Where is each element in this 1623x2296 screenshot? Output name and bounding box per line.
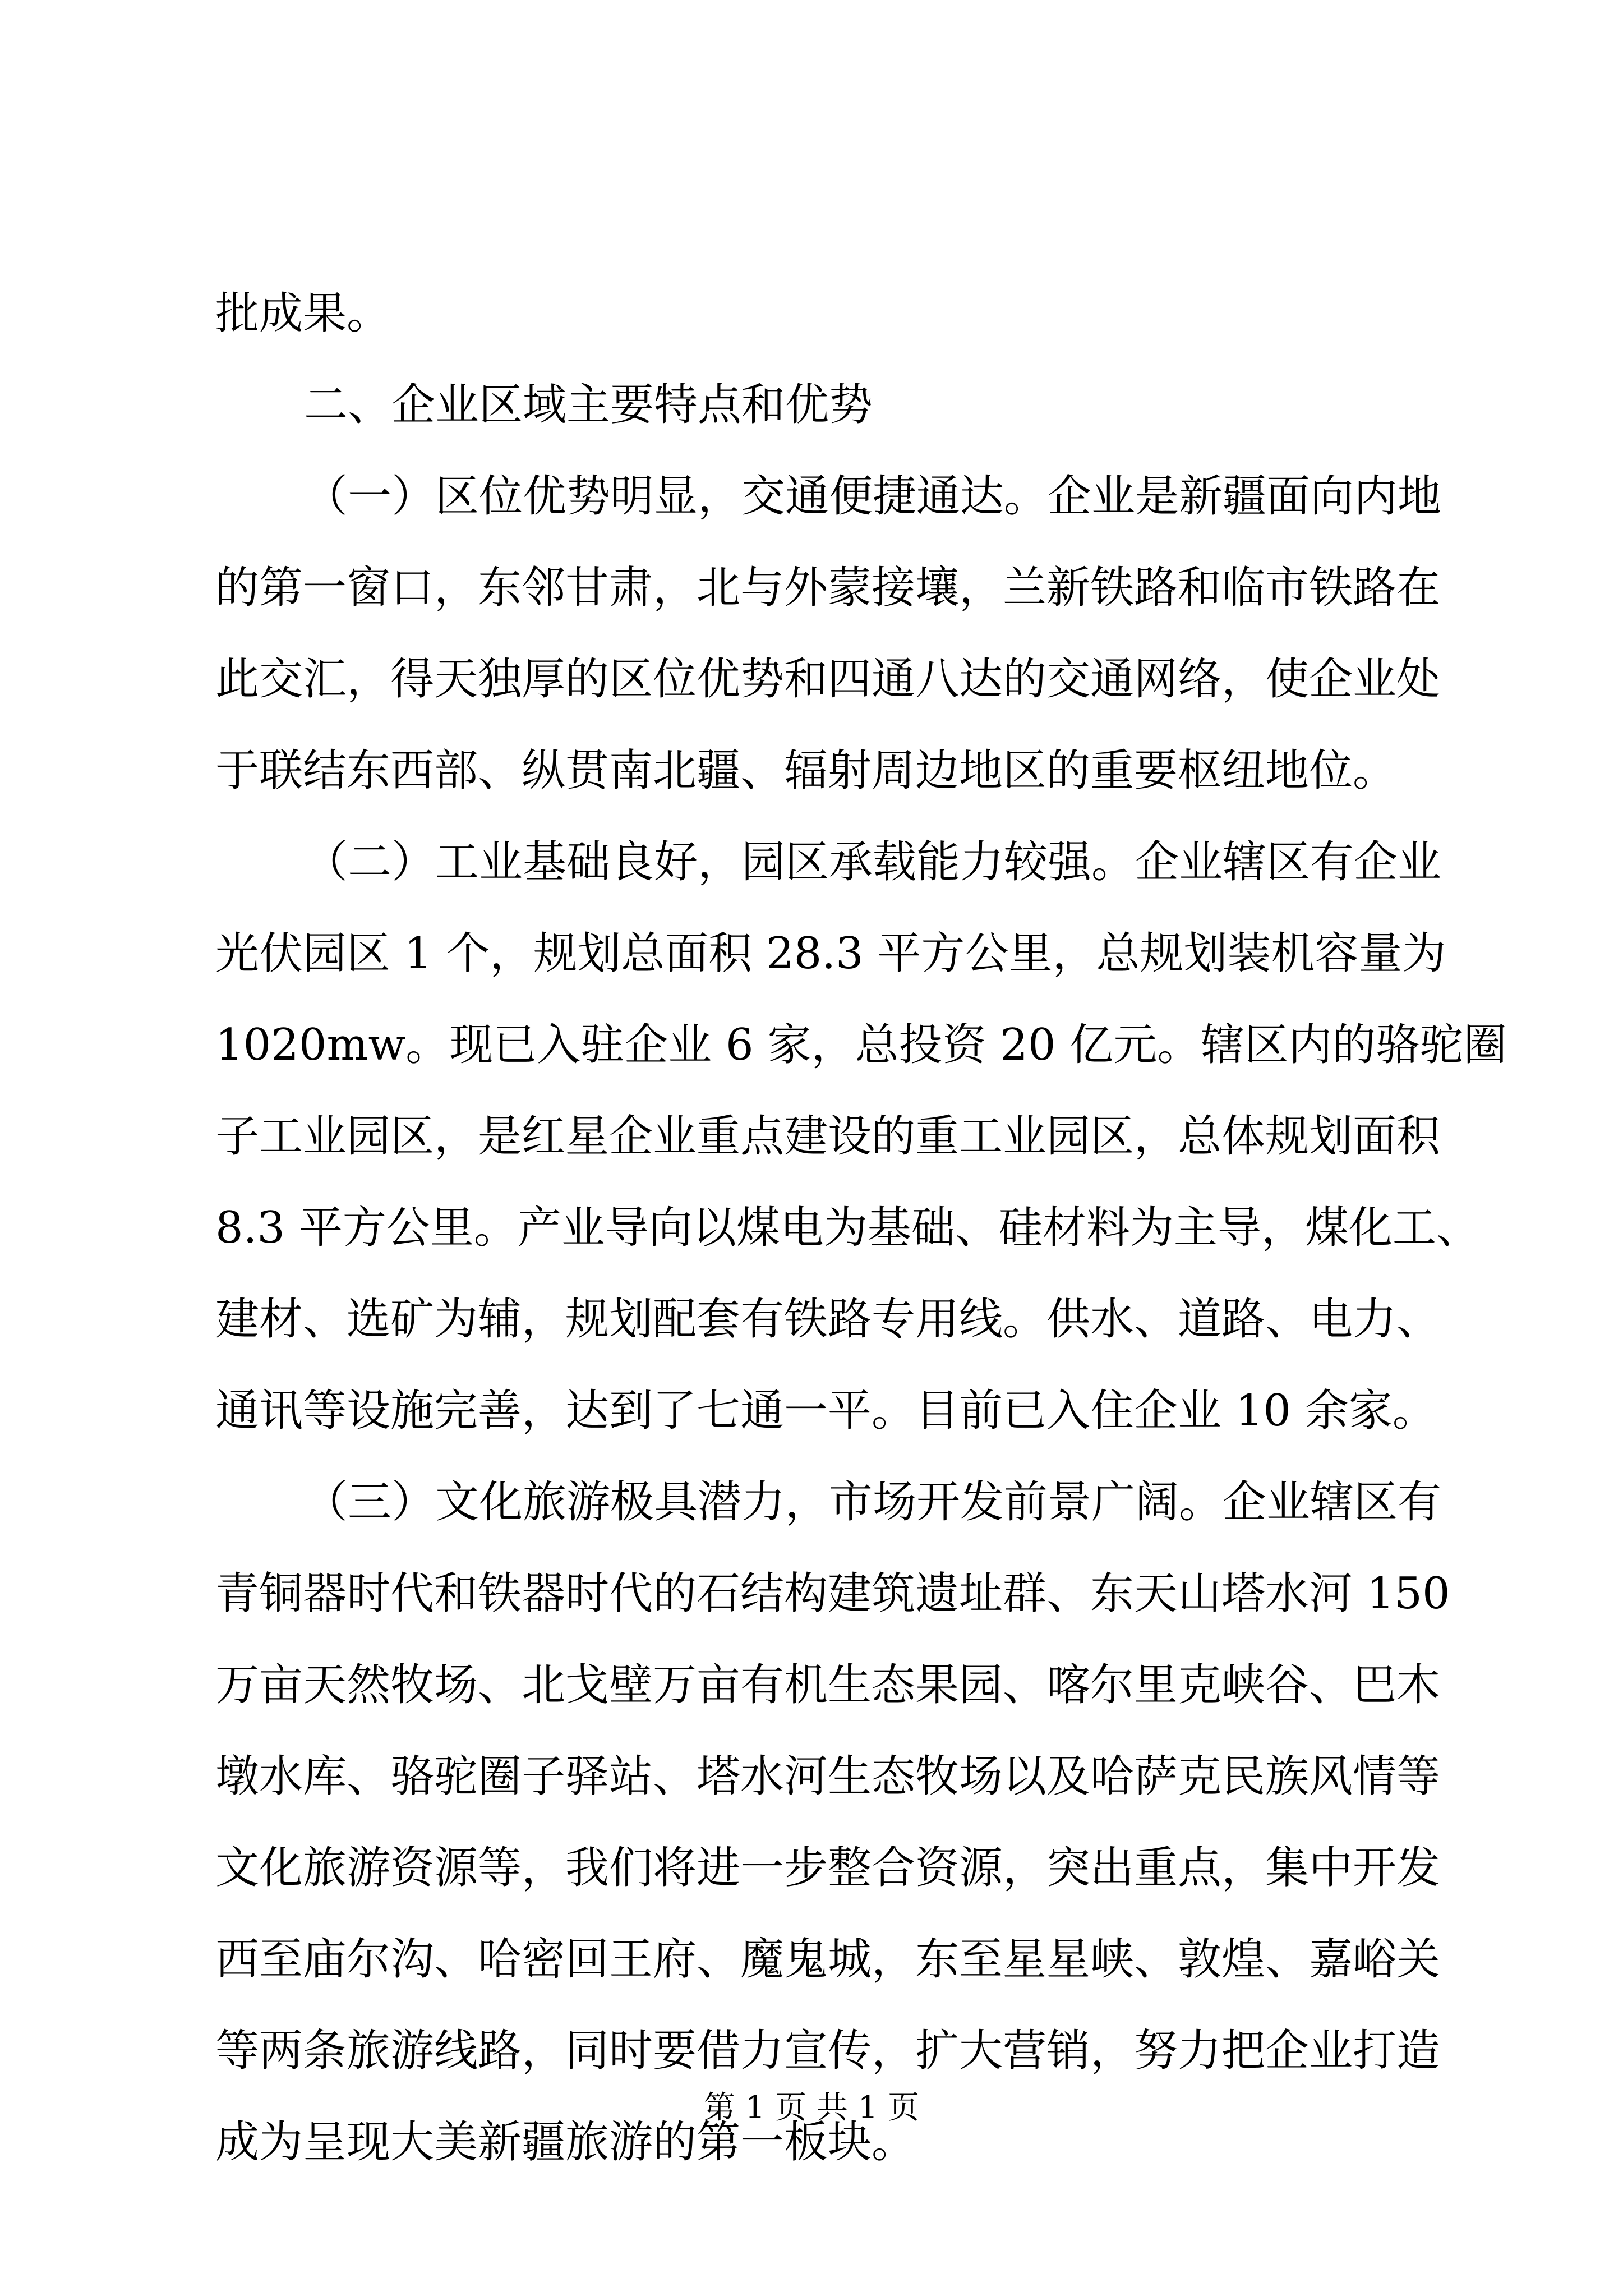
paragraph-line: 成为呈现大美新疆旅游的第一板块。 — [215, 2117, 916, 2168]
paragraph-line: 1020mw。现已入驻企业 6 家，总投资 20 亿元。辖区内的骆驼圈 — [215, 1020, 1507, 1070]
page-footer: 第 1 页 共 1 页 — [703, 2090, 920, 2126]
paragraph-line: 等两条旅游线路，同时要借力宣传，扩大营销，努力把企业打造 — [215, 2026, 1441, 2076]
paragraph-line: 西至庙尔沟、哈密回王府、魔鬼城，东至星星峡、敦煌、嘉峪关 — [215, 1934, 1441, 1985]
paragraph-line: （一）区位优势明显，交通便捷通达。企业是新疆面向内地 — [304, 471, 1442, 522]
paragraph-line: 批成果。 — [215, 288, 391, 339]
section-heading: 二、企业区域主要特点和优势 — [304, 380, 873, 430]
paragraph-line: （三）文化旅游极具潜力，市场开发前景广阔。企业辖区有 — [304, 1477, 1442, 1527]
paragraph-line: 青铜器时代和铁器时代的石结构建筑遗址群、东天山塔水河 150 — [215, 1568, 1450, 1619]
paragraph-line: 墩水库、骆驼圈子驿站、塔水河生态牧场以及哈萨克民族风情等 — [215, 1751, 1441, 1802]
paragraph-line: 万亩天然牧场、北戈壁万亩有机生态果园、喀尔里克峡谷、巴木 — [215, 1660, 1441, 1710]
paragraph-line: 于联结东西部、纵贯南北疆、辐射周边地区的重要枢纽地位。 — [215, 746, 1397, 796]
document-body — [215, 268, 1507, 2188]
paragraph-line: 建材、选矿为辅，规划配套有铁路专用线。供水、道路、电力、 — [215, 1294, 1441, 1345]
paragraph-line: 的第一窗口，东邻甘肃，北与外蒙接壤，兰新铁路和临市铁路在 — [215, 563, 1441, 613]
paragraph-line: 文化旅游资源等，我们将进一步整合资源，突出重点，集中开发 — [215, 1843, 1441, 1893]
paragraph-line: 光伏园区 1 个，规划总面积 28.3 平方公里，总规划装机容量为 — [215, 928, 1446, 979]
paragraph-line: 子工业园区，是红星企业重点建设的重工业园区，总体规划面积 — [215, 1111, 1441, 1162]
paragraph-line: 此交汇，得天独厚的区位优势和四通八达的交通网络，使企业处 — [215, 654, 1441, 705]
paragraph-line: （二）工业基础良好，园区承载能力较强。企业辖区有企业 — [304, 837, 1442, 887]
paragraph-line: 8.3 平方公里。产业导向以煤电为基础、硅材料为主导，煤化工、 — [215, 1203, 1480, 1253]
paragraph-line: 通讯等设施完善，达到了七通一平。目前已入住企业 10 余家。 — [215, 1386, 1436, 1436]
